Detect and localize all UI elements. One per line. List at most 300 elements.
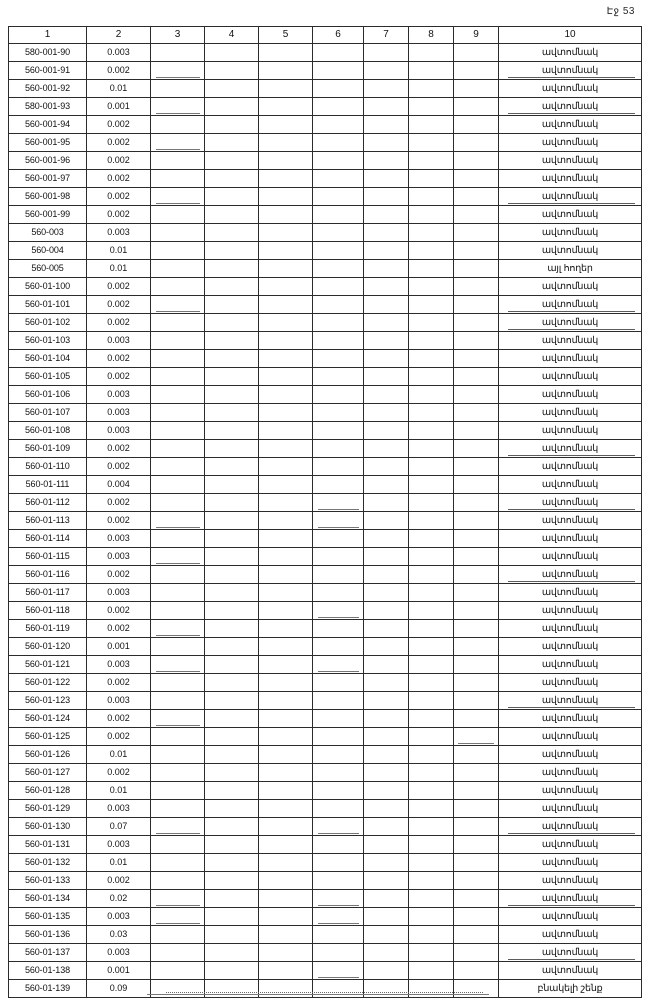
table-header-row — [9, 27, 642, 44]
cell-empty-col-4 — [205, 422, 259, 440]
cell-empty-col-5 — [259, 548, 313, 566]
cell-empty-col-8 — [409, 746, 454, 764]
cell-empty-col-4 — [205, 944, 259, 962]
cell-parcel-code: 560-01-131 — [9, 836, 87, 854]
cell-empty-col-4 — [205, 98, 259, 116]
cell-empty-col-3 — [151, 908, 205, 926]
cell-empty-col-5 — [259, 872, 313, 890]
table-row — [9, 908, 642, 926]
cell-empty-col-6 — [313, 296, 364, 314]
cell-empty-col-5 — [259, 242, 313, 260]
table-row — [9, 458, 642, 476]
cell-empty-col-6 — [313, 278, 364, 296]
table-row — [9, 782, 642, 800]
cell-empty-col-9 — [454, 440, 499, 458]
cell-parcel-code: 560-01-139 — [9, 980, 87, 998]
cell-empty-col-3 — [151, 530, 205, 548]
cell-parcel-code: 560-01-137 — [9, 944, 87, 962]
table-row — [9, 656, 642, 674]
cell-empty-col-4 — [205, 404, 259, 422]
cell-empty-col-7 — [364, 800, 409, 818]
cell-empty-col-7 — [364, 782, 409, 800]
table-row — [9, 206, 642, 224]
table-row — [9, 62, 642, 80]
cell-empty-col-7 — [364, 242, 409, 260]
cell-usage-note: ավտոմնակ — [499, 836, 642, 854]
cell-empty-col-9 — [454, 242, 499, 260]
cell-area-value: 0.03 — [87, 926, 151, 944]
cell-usage-note: ավտոմնակ — [499, 80, 642, 98]
cell-area-value: 0.01 — [87, 260, 151, 278]
cell-empty-col-5 — [259, 152, 313, 170]
table-row — [9, 764, 642, 782]
cell-empty-col-8 — [409, 800, 454, 818]
table-row — [9, 584, 642, 602]
cell-parcel-code: 560-01-127 — [9, 764, 87, 782]
cell-empty-col-8 — [409, 44, 454, 62]
cell-area-value: 0.01 — [87, 242, 151, 260]
cell-area-value: 0.002 — [87, 152, 151, 170]
cell-parcel-code: 560-01-117 — [9, 584, 87, 602]
cell-empty-col-4 — [205, 494, 259, 512]
cell-empty-col-7 — [364, 944, 409, 962]
cell-empty-col-3 — [151, 872, 205, 890]
cell-empty-col-5 — [259, 584, 313, 602]
cell-empty-col-7 — [364, 44, 409, 62]
table-row — [9, 530, 642, 548]
cell-empty-col-4 — [205, 728, 259, 746]
cell-empty-col-4 — [205, 584, 259, 602]
cell-empty-col-8 — [409, 116, 454, 134]
cell-empty-col-7 — [364, 854, 409, 872]
cell-empty-col-8 — [409, 188, 454, 206]
cell-empty-col-9 — [454, 80, 499, 98]
cell-usage-note: ավտոմնակ — [499, 296, 642, 314]
cell-parcel-code: 560-01-114 — [9, 530, 87, 548]
cell-usage-note: ավտոմնակ — [499, 98, 642, 116]
cell-empty-col-7 — [364, 674, 409, 692]
cell-empty-col-5 — [259, 188, 313, 206]
cell-empty-col-5 — [259, 260, 313, 278]
cell-empty-col-9 — [454, 818, 499, 836]
cell-empty-col-8 — [409, 206, 454, 224]
table-row — [9, 512, 642, 530]
cell-area-value: 0.002 — [87, 512, 151, 530]
table-row — [9, 152, 642, 170]
table-row — [9, 836, 642, 854]
cell-empty-col-3 — [151, 224, 205, 242]
cell-empty-col-3 — [151, 440, 205, 458]
table-row — [9, 494, 642, 512]
cell-empty-col-5 — [259, 368, 313, 386]
cell-empty-col-7 — [364, 206, 409, 224]
cell-empty-col-5 — [259, 692, 313, 710]
cell-empty-col-9 — [454, 602, 499, 620]
cell-usage-note: այլ հողեր — [499, 260, 642, 278]
cell-empty-col-7 — [364, 62, 409, 80]
cell-area-value: 0.003 — [87, 386, 151, 404]
cell-usage-note: ավտոմնակ — [499, 782, 642, 800]
cell-empty-col-6 — [313, 116, 364, 134]
cell-parcel-code: 560-01-120 — [9, 638, 87, 656]
cell-empty-col-5 — [259, 170, 313, 188]
cell-empty-col-8 — [409, 80, 454, 98]
table-row — [9, 674, 642, 692]
cell-empty-col-7 — [364, 746, 409, 764]
cell-empty-col-5 — [259, 638, 313, 656]
cell-usage-note: ավտոմնակ — [499, 458, 642, 476]
cell-empty-col-4 — [205, 386, 259, 404]
cell-empty-col-9 — [454, 44, 499, 62]
cell-empty-col-6 — [313, 890, 364, 908]
cell-empty-col-3 — [151, 98, 205, 116]
cell-empty-col-6 — [313, 476, 364, 494]
cell-usage-note: ավտոմնակ — [499, 152, 642, 170]
table-row — [9, 116, 642, 134]
cell-empty-col-9 — [454, 386, 499, 404]
cell-area-value: 0.003 — [87, 422, 151, 440]
cell-empty-col-7 — [364, 170, 409, 188]
cell-area-value: 0.003 — [87, 44, 151, 62]
cell-empty-col-6 — [313, 782, 364, 800]
cell-empty-col-5 — [259, 224, 313, 242]
cell-area-value: 0.002 — [87, 116, 151, 134]
cell-empty-col-4 — [205, 674, 259, 692]
cell-empty-col-3 — [151, 548, 205, 566]
cell-empty-col-8 — [409, 584, 454, 602]
table-row — [9, 872, 642, 890]
cell-empty-col-8 — [409, 512, 454, 530]
cell-empty-col-6 — [313, 710, 364, 728]
cell-usage-note: ավտոմնակ — [499, 692, 642, 710]
cell-empty-col-5 — [259, 710, 313, 728]
cell-empty-col-5 — [259, 836, 313, 854]
cell-usage-note: ավտոմնակ — [499, 386, 642, 404]
cell-empty-col-6 — [313, 242, 364, 260]
cell-usage-note: ավտոմնակ — [499, 170, 642, 188]
cell-empty-col-5 — [259, 116, 313, 134]
cell-empty-col-8 — [409, 818, 454, 836]
cell-empty-col-8 — [409, 872, 454, 890]
cell-empty-col-9 — [454, 710, 499, 728]
cell-empty-col-8 — [409, 890, 454, 908]
cell-empty-col-4 — [205, 242, 259, 260]
cell-empty-col-8 — [409, 404, 454, 422]
table-row — [9, 422, 642, 440]
cell-parcel-code: 560-01-107 — [9, 404, 87, 422]
cell-parcel-code: 560-01-116 — [9, 566, 87, 584]
cell-usage-note: ավտոմնակ — [499, 314, 642, 332]
cell-empty-col-7 — [364, 764, 409, 782]
cell-empty-col-8 — [409, 602, 454, 620]
cell-empty-col-4 — [205, 872, 259, 890]
cell-empty-col-5 — [259, 44, 313, 62]
cell-empty-col-7 — [364, 368, 409, 386]
cell-area-value: 0.002 — [87, 764, 151, 782]
cell-area-value: 0.001 — [87, 962, 151, 980]
cell-empty-col-8 — [409, 710, 454, 728]
cell-parcel-code: 560-01-119 — [9, 620, 87, 638]
table-row — [9, 224, 642, 242]
cell-empty-col-6 — [313, 944, 364, 962]
cell-empty-col-6 — [313, 656, 364, 674]
cell-empty-col-8 — [409, 764, 454, 782]
cell-empty-col-6 — [313, 638, 364, 656]
cell-empty-col-3 — [151, 512, 205, 530]
cell-empty-col-9 — [454, 368, 499, 386]
cell-empty-col-6 — [313, 386, 364, 404]
cell-empty-col-6 — [313, 368, 364, 386]
cell-empty-col-5 — [259, 782, 313, 800]
cell-empty-col-6 — [313, 62, 364, 80]
cell-area-value: 0.003 — [87, 404, 151, 422]
column-header-4: 4 — [205, 27, 259, 44]
cell-parcel-code: 560-005 — [9, 260, 87, 278]
cell-parcel-code: 560-01-106 — [9, 386, 87, 404]
cell-empty-col-9 — [454, 188, 499, 206]
cell-empty-col-7 — [364, 278, 409, 296]
cell-empty-col-3 — [151, 818, 205, 836]
cell-empty-col-7 — [364, 890, 409, 908]
cell-empty-col-8 — [409, 566, 454, 584]
cell-usage-note: ավտոմնակ — [499, 818, 642, 836]
cell-empty-col-3 — [151, 836, 205, 854]
cell-usage-note: ավտոմնակ — [499, 134, 642, 152]
cell-empty-col-7 — [364, 386, 409, 404]
cell-usage-note: ավտոմնակ — [499, 962, 642, 980]
cell-empty-col-4 — [205, 800, 259, 818]
cell-empty-col-9 — [454, 620, 499, 638]
cell-empty-col-5 — [259, 296, 313, 314]
cell-usage-note: ավտոմնակ — [499, 404, 642, 422]
cell-empty-col-6 — [313, 926, 364, 944]
cell-parcel-code: 560-01-101 — [9, 296, 87, 314]
cell-empty-col-9 — [454, 566, 499, 584]
cell-empty-col-6 — [313, 566, 364, 584]
table-row — [9, 314, 642, 332]
table-row — [9, 854, 642, 872]
cell-empty-col-6 — [313, 908, 364, 926]
cell-empty-col-4 — [205, 368, 259, 386]
cell-usage-note: ավտոմնակ — [499, 944, 642, 962]
cell-usage-note: բնակելի շենք — [499, 980, 642, 998]
cell-empty-col-3 — [151, 44, 205, 62]
cell-empty-col-9 — [454, 836, 499, 854]
cell-empty-col-3 — [151, 602, 205, 620]
cell-usage-note: ավտոմնակ — [499, 548, 642, 566]
cell-parcel-code: 560-01-112 — [9, 494, 87, 512]
cell-usage-note: ավտոմնակ — [499, 908, 642, 926]
cell-usage-note: ավտոմնակ — [499, 926, 642, 944]
cell-empty-col-6 — [313, 674, 364, 692]
cell-empty-col-9 — [454, 962, 499, 980]
cell-empty-col-6 — [313, 98, 364, 116]
cell-empty-col-7 — [364, 818, 409, 836]
cell-empty-col-5 — [259, 80, 313, 98]
cell-empty-col-5 — [259, 908, 313, 926]
cell-empty-col-4 — [205, 458, 259, 476]
cell-empty-col-9 — [454, 98, 499, 116]
cell-empty-col-6 — [313, 530, 364, 548]
cell-empty-col-6 — [313, 764, 364, 782]
table-row — [9, 620, 642, 638]
cell-empty-col-5 — [259, 386, 313, 404]
cell-empty-col-6 — [313, 170, 364, 188]
table-row — [9, 404, 642, 422]
cell-empty-col-5 — [259, 134, 313, 152]
cell-parcel-code: 560-01-115 — [9, 548, 87, 566]
cell-empty-col-9 — [454, 890, 499, 908]
table-row — [9, 926, 642, 944]
cell-empty-col-5 — [259, 458, 313, 476]
cell-empty-col-5 — [259, 890, 313, 908]
cell-area-value: 0.002 — [87, 206, 151, 224]
cell-parcel-code: 560-01-130 — [9, 818, 87, 836]
cell-empty-col-5 — [259, 440, 313, 458]
cell-empty-col-3 — [151, 62, 205, 80]
cell-area-value: 0.002 — [87, 602, 151, 620]
cell-empty-col-5 — [259, 764, 313, 782]
cell-empty-col-7 — [364, 188, 409, 206]
cell-empty-col-7 — [364, 98, 409, 116]
cell-empty-col-9 — [454, 908, 499, 926]
cell-empty-col-6 — [313, 512, 364, 530]
cell-empty-col-6 — [313, 44, 364, 62]
cell-parcel-code: 560-001-98 — [9, 188, 87, 206]
cell-empty-col-4 — [205, 80, 259, 98]
cell-empty-col-4 — [205, 296, 259, 314]
cell-usage-note: ավտոմնակ — [499, 242, 642, 260]
cell-empty-col-4 — [205, 116, 259, 134]
table-row — [9, 602, 642, 620]
cell-empty-col-7 — [364, 116, 409, 134]
cell-empty-col-8 — [409, 386, 454, 404]
cell-usage-note: ավտոմնակ — [499, 890, 642, 908]
cell-empty-col-4 — [205, 206, 259, 224]
column-header-10: 10 — [499, 27, 642, 44]
cell-parcel-code: 560-001-96 — [9, 152, 87, 170]
cell-empty-col-7 — [364, 584, 409, 602]
cell-parcel-code: 560-01-138 — [9, 962, 87, 980]
cell-empty-col-3 — [151, 260, 205, 278]
cell-empty-col-5 — [259, 656, 313, 674]
cell-empty-col-8 — [409, 152, 454, 170]
cell-area-value: 0.003 — [87, 530, 151, 548]
cell-empty-col-5 — [259, 332, 313, 350]
cell-empty-col-3 — [151, 152, 205, 170]
cell-empty-col-7 — [364, 80, 409, 98]
cell-usage-note: ավտոմնակ — [499, 656, 642, 674]
cell-empty-col-7 — [364, 710, 409, 728]
cell-empty-col-6 — [313, 800, 364, 818]
cell-area-value: 0.002 — [87, 188, 151, 206]
cell-empty-col-5 — [259, 818, 313, 836]
cell-usage-note: ավտոմնակ — [499, 350, 642, 368]
cell-empty-col-3 — [151, 170, 205, 188]
cell-empty-col-5 — [259, 530, 313, 548]
cell-empty-col-3 — [151, 350, 205, 368]
cell-empty-col-7 — [364, 872, 409, 890]
cell-empty-col-7 — [364, 152, 409, 170]
cell-empty-col-4 — [205, 926, 259, 944]
cell-empty-col-5 — [259, 800, 313, 818]
cell-parcel-code: 560-01-132 — [9, 854, 87, 872]
cell-empty-col-8 — [409, 962, 454, 980]
cell-parcel-code: 560-01-124 — [9, 710, 87, 728]
cell-usage-note: ավտոմնակ — [499, 728, 642, 746]
cell-parcel-code: 560-003 — [9, 224, 87, 242]
cell-parcel-code: 560-01-121 — [9, 656, 87, 674]
cell-empty-col-6 — [313, 746, 364, 764]
cell-area-value: 0.003 — [87, 548, 151, 566]
cell-empty-col-3 — [151, 620, 205, 638]
cell-empty-col-4 — [205, 710, 259, 728]
cell-empty-col-7 — [364, 404, 409, 422]
cell-usage-note: ավտոմնակ — [499, 278, 642, 296]
cell-empty-col-9 — [454, 476, 499, 494]
cell-empty-col-8 — [409, 638, 454, 656]
cell-area-value: 0.001 — [87, 638, 151, 656]
table-row — [9, 368, 642, 386]
cell-area-value: 0.003 — [87, 800, 151, 818]
cell-empty-col-3 — [151, 278, 205, 296]
cell-empty-col-4 — [205, 890, 259, 908]
table-row — [9, 440, 642, 458]
cell-empty-col-9 — [454, 422, 499, 440]
cell-empty-col-3 — [151, 476, 205, 494]
column-header-9: 9 — [454, 27, 499, 44]
cell-area-value: 0.002 — [87, 710, 151, 728]
cell-parcel-code: 560-01-104 — [9, 350, 87, 368]
cell-empty-col-3 — [151, 368, 205, 386]
cell-empty-col-9 — [454, 494, 499, 512]
cell-empty-col-3 — [151, 314, 205, 332]
cell-empty-col-8 — [409, 476, 454, 494]
cell-usage-note: ավտոմնակ — [499, 602, 642, 620]
cell-empty-col-9 — [454, 116, 499, 134]
cell-usage-note: ավտոմնակ — [499, 854, 642, 872]
cell-empty-col-3 — [151, 728, 205, 746]
cell-empty-col-4 — [205, 692, 259, 710]
cell-area-value: 0.002 — [87, 458, 151, 476]
table-row — [9, 242, 642, 260]
cell-empty-col-6 — [313, 620, 364, 638]
column-header-2: 2 — [87, 27, 151, 44]
cell-area-value: 0.003 — [87, 944, 151, 962]
cell-parcel-code: 560-01-122 — [9, 674, 87, 692]
cell-area-value: 0.003 — [87, 224, 151, 242]
cell-parcel-code: 560-01-133 — [9, 872, 87, 890]
cell-empty-col-4 — [205, 908, 259, 926]
cell-empty-col-4 — [205, 224, 259, 242]
cell-empty-col-8 — [409, 530, 454, 548]
table-row — [9, 692, 642, 710]
cell-empty-col-3 — [151, 494, 205, 512]
cell-empty-col-8 — [409, 692, 454, 710]
cell-usage-note: ավտոմնակ — [499, 530, 642, 548]
table-row — [9, 350, 642, 368]
cell-empty-col-8 — [409, 260, 454, 278]
cell-empty-col-8 — [409, 350, 454, 368]
cell-empty-col-7 — [364, 260, 409, 278]
cell-empty-col-6 — [313, 350, 364, 368]
cell-empty-col-3 — [151, 782, 205, 800]
cell-empty-col-3 — [151, 206, 205, 224]
cell-empty-col-4 — [205, 134, 259, 152]
column-header-3: 3 — [151, 27, 205, 44]
cell-empty-col-9 — [454, 674, 499, 692]
cell-parcel-code: 560-01-126 — [9, 746, 87, 764]
